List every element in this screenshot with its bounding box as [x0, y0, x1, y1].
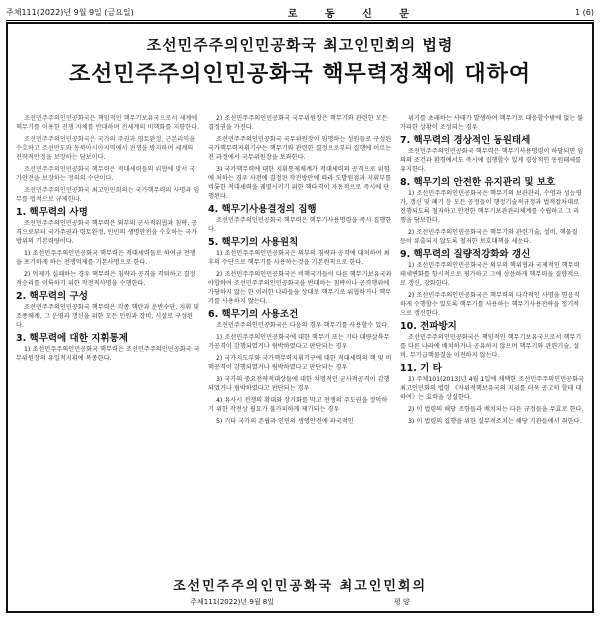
section-body — [400, 114, 584, 132]
preamble — [16, 114, 200, 204]
law-footer — [8, 575, 592, 607]
paragraph: 2) 조선민주주의인민공화국은 비핵국가들이 다른 핵무기보유국과 야합하여 조선민주주의인민공화국을 반대하는 침략이나 공격행위에 가담하지 않는 한 이러한 나라들을 상대로 핵무기로 위협하거나 핵무기를 사용하지 않는다. — [208, 271, 392, 305]
newspaper-name: 로 동 신 문 — [287, 8, 421, 20]
masthead — [6, 4, 594, 21]
paragraph: 조선민주주의인민공화국은 국가의 주권과 영토완정, 근본리익을 수호하고 조선반도와 동북아시아지역에서 전쟁을 방지하며 세계의 전략적안정을 보장하는 담보이다. — [16, 136, 196, 161]
paragraph: 3) 국가의 중요전략적대상들에 대한 치명적인 군사적공격이 감행되였거나 림박하였다고 판단되는 경우 — [208, 376, 390, 392]
section-body — [208, 114, 392, 201]
issue-date: 주체111(2022)년 9월 8일 — [190, 598, 275, 606]
paragraph: 조선민주주의인민공화국은 다음의 경우 핵무기를 사용할수 있다. — [216, 322, 390, 329]
section-body — [208, 216, 392, 234]
law-title: 조선민주주의인민공화국 핵무력정책에 대하여 — [68, 62, 532, 87]
paragraph: 4) 유사시 전쟁의 확대와 장기화를 막고 전쟁의 주도권을 장악하기 위한 작전상 필요가 불가피하게 제기되는 경우 — [208, 397, 388, 413]
paragraph: 1) 조선민주주의인민공화국 핵무력은 조선민주주의인민공화국 국무위원장의 유일적지휘에 복종한다. — [16, 346, 200, 362]
section-heading: 5. 핵무기의 사용원칙 — [208, 237, 299, 248]
paragraph: 1) 조선민주주의인민공화국은 핵무기의 보관관리, 수명과 성능평가, 갱신 및 폐기 등 모든 공정들이 행정기술적규정과 법적절차대로 진행되도록 철저하고 안전한 핵무기보관관리체계를 수립하고 그 리행을 담보한다. — [400, 190, 582, 224]
section-body — [16, 345, 200, 363]
section-heading: 4. 핵무기사용결정의 집행 — [208, 204, 317, 215]
paragraph: 2) 이 법령의 해당 조항들과 배치되는 다른 규정들을 무효로 한다. — [408, 406, 584, 413]
paragraph: 위기를 초래하는 사태가 발생하여 핵무기로 대응할수밖에 없는 불가피한 상황이 조성되는 경우 — [400, 115, 584, 131]
paragraph: 1) 조선민주주의인민공화국 핵무력은 적대세력들로 하여금 전쟁을 포기하게 하는 전쟁억제를 기본사명으로 한다. — [16, 250, 196, 266]
paragraph: 조선민주주의인민공화국 최고인민회의는 국가핵무력의 사명과 임무를 법적으로 규제한다. — [16, 187, 200, 203]
law-heading: 조선민주주의인민공화국 최고인민회의 법령 — [146, 36, 454, 54]
section-heading: 10. 전파방지 — [400, 321, 457, 332]
issue-place: 평 양 — [394, 598, 410, 606]
section-heading: 6. 핵무기의 사용조건 — [208, 309, 299, 320]
issuing-body: 조선민주주의인민공화국 최고인민회의 — [172, 579, 427, 594]
paragraph: 조선민주주의인민공화국 핵무력은 핵무기사용명령을 즉시 집행한다. — [208, 217, 392, 233]
column-3 — [400, 114, 584, 571]
paragraph: 3) 이 법령의 집행을 위한 실무적조치는 해당 기관들에서 취한다. — [408, 418, 582, 425]
paragraph: 2) 국가지도부와 국가핵무력지휘기구에 대한 적대세력의 핵 및 비핵공격이 감행되였거나 림박하였다고 판단되는 경우 — [208, 355, 392, 371]
column-1 — [16, 114, 200, 571]
section-heading: 9. 핵무력의 질량적강화와 갱신 — [400, 249, 531, 260]
section-heading: 2. 핵무력의 구성 — [16, 291, 88, 302]
paragraph: 2) 조선민주주의인민공화국은 핵무기와 관련기술, 설비, 핵물질 등이 류출되지 않도록 철저한 보호대책을 세운다. — [400, 229, 578, 245]
paragraph: 1) 조선민주주의인민공화국은 외부의 침략과 공격에 대처하여 최후의 수단으로 핵무기를 사용하는것을 기본원칙으로 한다. — [208, 250, 390, 266]
paragraph: 조선민주주의인민공화국 핵무력은 적대세력들의 위협에 맞서 국가안전을 보장하는 정의의 수단이다. — [16, 166, 196, 182]
section-body — [400, 261, 584, 318]
section-body — [16, 219, 200, 288]
section-body — [400, 189, 584, 246]
article-columns — [16, 114, 584, 571]
paragraph: 2) 조선민주주의인민공화국은 핵무력의 다각적인 사명을 믿음직하게 수행할수 있도록 핵무기를 사용하는 핵무기사용전략을 정기적으로 갱신한다. — [400, 292, 580, 317]
section-body — [208, 321, 392, 426]
section-body — [400, 333, 584, 360]
section-heading: 11. 기 타 — [400, 363, 442, 374]
paragraph: 3) 국가핵무력에 대한 지휘통제체계가 적대세력의 공격으로 위험에 처하는 경우 사전에 결정된 작전방안에 따라 도발원점과 지휘부를 비롯한 적대세력을 궤멸시키기 위한 핵타격이 자동적으로 즉시에 단행된다. — [208, 166, 392, 200]
paragraph: 1) 조선민주주의인민공화국에 대한 핵무기 또는 기타 대량살륙무기공격이 감행되였거나 림박하였다고 판단되는 경우 — [208, 334, 390, 350]
paragraph: 2) 억제가 실패하는 경우 핵무력은 침략과 공격을 격퇴하고 결정적승리를 이룩하기 위한 작전적사명을 수행한다. — [16, 271, 196, 287]
masthead-date: 주체111(2022)년 9월 9일 (금요일) — [6, 7, 134, 17]
section-body — [16, 303, 200, 330]
paragraph: 조선민주주의인민공화국 핵무력은 핵무기사용명령이 하달되면 임의의 조건과 환경에서도 즉시에 집행할수 있게 경상적인 동원태세를 유지한다. — [400, 148, 584, 173]
page-number: 1 (6) — [575, 7, 594, 17]
paragraph: 조선민주주의인민공화국은 책임적인 핵무기보유국으로서 핵무기를 다른 나라에 배치하거나 공유하지 않으며 핵무기와 관련기술, 설비, 무기급핵물질을 이전하지 않는다. — [400, 334, 582, 359]
paragraph: 조선민주주의인민공화국 국무위원장이 임명하는 성원들로 구성된 국가핵무력지휘기구는 핵무기와 관련한 결정으로부터 집행에 이르는 전 과정에서 국무위원장을 보좌한다. — [208, 136, 392, 161]
paragraph: 1) 주체101(2013)년 4월 1일에 채택한 조선민주주의인민공화국 최고인민회의 법령 《자위적핵보유국의 지위를 더욱 공고히 할데 대하여》는 효력을 상실한다. — [400, 376, 584, 401]
section-heading: 7. 핵무력의 경상적인 동원태세 — [400, 135, 531, 146]
law-article-frame — [6, 22, 594, 613]
section-heading: 1. 핵무력의 사명 — [16, 207, 88, 218]
paragraph: 2) 조선민주주의인민공화국 국무위원장은 핵무기와 관련한 모든 결정권을 가진다. — [208, 115, 388, 131]
paragraph: 1) 조선민주주의인민공화국은 외부의 핵위협과 국제적인 핵무력태세변화를 항시적으로 평가하고 그에 상응하게 핵무력을 질량적으로 갱신, 강화한다. — [400, 262, 580, 287]
section-body — [400, 147, 584, 174]
paragraph: 조선민주주의인민공화국은 책임적인 핵무기보유국으로서 세계에 핵무기를 이용한 전쟁 자체를 반대하며 전세계의 비핵화를 지향한다. — [16, 115, 200, 131]
paragraph: 5) 기타 국가의 존립과 인민의 생명안전에 파국적인 — [216, 418, 354, 425]
column-2 — [208, 114, 392, 571]
section-body — [208, 249, 392, 306]
section-body — [400, 375, 584, 426]
section-heading: 3. 핵무력에 대한 지휘통제 — [16, 333, 128, 344]
paragraph: 조선민주주의인민공화국 핵무력은 각종 핵탄과 운반수단, 지휘 및 조종체계, 그 운영과 갱신을 위한 모든 인원과 장비, 시설로 구성된다. — [16, 304, 200, 329]
paragraph: 조선민주주의인민공화국 핵무력은 외부의 군사적위협과 침략, 공격으로부터 국가주권과 령토완정, 인민의 생명안전을 수호하는 국가방위의 기본력량이다. — [16, 220, 198, 245]
section-heading: 8. 핵무기의 안전한 유지관리 및 보호 — [400, 177, 556, 188]
